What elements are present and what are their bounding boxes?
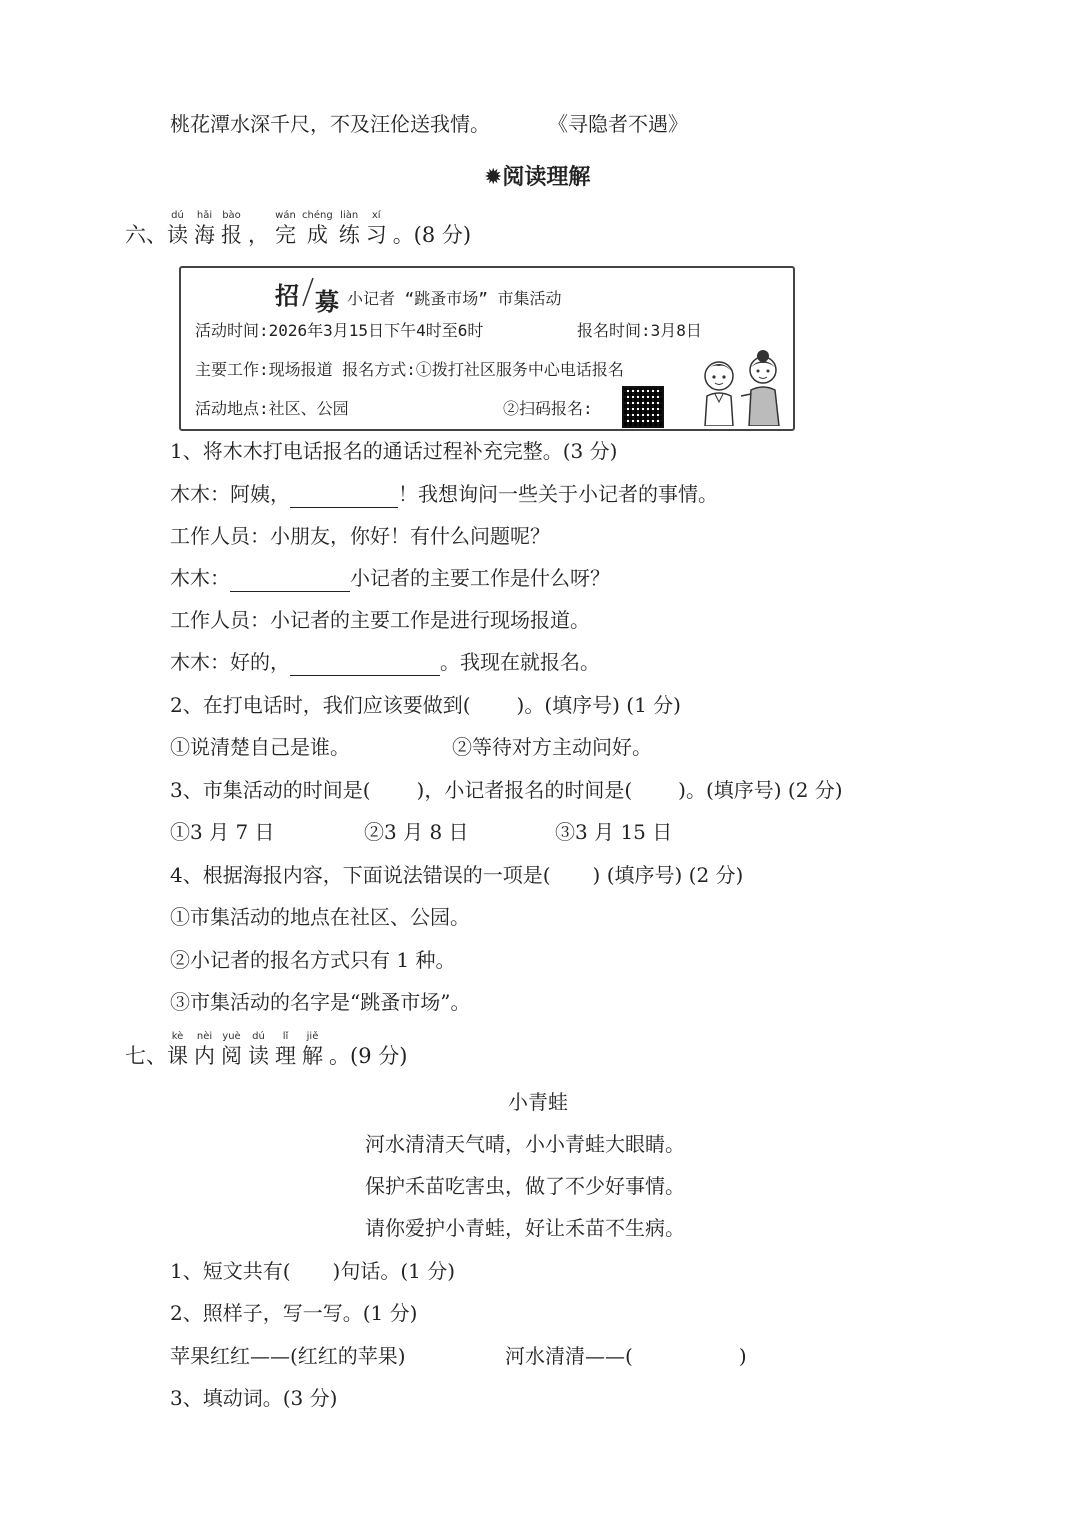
poem-line-2: 保护禾苗吃害虫，做了不少好事情。: [365, 1174, 685, 1198]
pinyin: liàn: [340, 210, 359, 221]
pinyin: lǐ: [282, 1031, 289, 1042]
q7-1-text-a: 1、短文共有(: [170, 1259, 291, 1283]
section6-ruby-char: [248, 210, 269, 248]
hanzi: 读: [248, 1044, 269, 1068]
hanzi: ，: [248, 223, 269, 247]
poster-scan-signup: ②扫码报名:: [503, 399, 593, 418]
recruitment-poster: [179, 266, 795, 431]
section-6-ruby-group: [167, 210, 393, 248]
dialogue-3-start: 木木：: [170, 566, 230, 590]
section-7-number: 七、: [125, 1044, 167, 1068]
answer-blank-2[interactable]: [230, 569, 350, 592]
dialogue-5-end: 。我现在就报名。: [440, 650, 600, 674]
hanzi: 理: [275, 1044, 296, 1068]
answer-blank-3[interactable]: [290, 653, 440, 676]
section6-ruby-char: [167, 210, 188, 248]
q7-1-prompt: [170, 1257, 455, 1285]
pinyin: xí: [371, 210, 381, 221]
pinyin: dú: [171, 210, 184, 221]
pinyin: nèi: [196, 1031, 213, 1042]
q6-2-option-1: ①说清楚自己是谁。: [170, 735, 350, 759]
pinyin: hǎi: [196, 210, 213, 221]
q6-4-text-a: 4、根据海报内容，下面说法错误的一项是(: [170, 863, 551, 887]
pinyin: chéng: [302, 210, 333, 221]
q7-2-example: 苹果红红——(红红的苹果): [170, 1344, 406, 1368]
hanzi: 报: [221, 223, 242, 247]
q7-2-exercise-close: ): [738, 1344, 747, 1368]
section7-ruby-char: [194, 1031, 215, 1069]
answer-blank-1[interactable]: [290, 485, 398, 508]
poster-activity-time: 活动时间:2026年3月15日下午4时至6时: [195, 321, 484, 340]
q6-3-text-b: )，小记者报名的时间是(: [416, 778, 633, 802]
q6-2-text-a: 2、在打电话时，我们应该要做到(: [170, 693, 471, 717]
section6-ruby-char: [366, 210, 387, 248]
hanzi: 习: [365, 223, 387, 247]
poem-line-3: 请你爱护小青蛙，好让禾苗不生病。: [365, 1216, 685, 1240]
dialogue-line-1: [170, 480, 718, 508]
poem-title: 《寻隐者不遇》: [548, 112, 688, 136]
hanzi: 成: [306, 223, 328, 247]
section7-ruby-char: [221, 1031, 242, 1069]
poster-title: 小记者 “跳蚤市场” 市集活动: [347, 289, 562, 308]
qr-code-icon: [622, 386, 664, 428]
hanzi: 练: [338, 223, 360, 247]
q7-2-exercise: [505, 1342, 747, 1370]
poster-slash-decoration: [301, 276, 315, 308]
pinyin: kè: [171, 1031, 184, 1042]
section7-ruby-char: [302, 1031, 323, 1069]
section-6-title: [125, 210, 477, 248]
pinyin: dú: [252, 1031, 265, 1042]
poster-char-zhao: 招: [275, 282, 299, 310]
section6-ruby-char: [275, 210, 296, 248]
q6-2-option-2: ②等待对方主动问好。: [452, 735, 652, 759]
poem-line-peach-blossom: [170, 110, 490, 138]
hanzi: 阅: [221, 1044, 242, 1068]
poster-location: 活动地点:社区、公园: [195, 399, 349, 418]
pinyin: bào: [222, 210, 241, 221]
poster-signup-time: 报名时间:3月8日: [577, 321, 702, 340]
poster-char-mu: 募: [315, 288, 339, 316]
dialogue-line-4: 工作人员：小记者的主要工作是进行现场报道。: [170, 608, 590, 632]
q7-2-prompt: 2、照样子，写一写。(1 分): [170, 1301, 418, 1325]
poem-title-xunyinzhe: [548, 110, 688, 138]
section6-ruby-char: [302, 210, 333, 248]
hanzi: 完: [275, 223, 296, 247]
pinyin: [257, 210, 260, 222]
q6-3-option-1: ①3 月 7 日: [170, 820, 275, 844]
hanzi: 课: [167, 1044, 188, 1068]
q6-3-option-3: ③3 月 15 日: [555, 820, 673, 844]
q7-1-text-b: )句话。(1 分): [332, 1259, 456, 1283]
section-7-score: 。(9 分): [329, 1044, 408, 1068]
q6-3-text-a: 3、市集活动的时间是(: [170, 778, 371, 802]
section-6-score: 。(8 分): [392, 223, 472, 247]
q6-3-prompt: [170, 776, 843, 804]
section-7-ruby-group: [167, 1031, 329, 1069]
section6-ruby-char: [339, 210, 360, 248]
dialogue-1-end: ！我想询问一些关于小记者的事情。: [398, 482, 718, 506]
hanzi: 读: [167, 223, 188, 247]
section7-ruby-char: [248, 1031, 269, 1069]
section7-ruby-char: [275, 1031, 296, 1069]
q6-4-option-3: ③市集活动的名字是“跳蚤市场”。: [170, 990, 471, 1014]
q6-4-text-b: ) (填序号) (2 分): [592, 863, 744, 887]
q6-2-text-b: )。(填序号) (1 分): [516, 693, 681, 717]
section6-ruby-char: [194, 210, 215, 248]
dialogue-1-start: 木木：阿姨，: [170, 482, 290, 506]
poem-title-frog: 小青蛙: [508, 1090, 568, 1114]
dialogue-3-end: 小记者的主要工作是什么呀？: [350, 566, 610, 590]
hanzi: 海: [194, 223, 215, 247]
children-illustration-icon: [691, 350, 789, 426]
dialogue-line-5: [170, 648, 600, 676]
section-6-number: 六、: [125, 223, 167, 247]
poem-line-1: 河水清清天气晴，小小青蛙大眼睛。: [365, 1132, 685, 1156]
pinyin: jiě: [306, 1031, 319, 1042]
q6-1-prompt: 1、将木木打电话报名的通话过程补充完整。(3 分): [170, 439, 618, 463]
section7-ruby-char: [167, 1031, 188, 1069]
dialogue-line-2: 工作人员：小朋友，你好！有什么问题呢？: [170, 524, 550, 548]
hanzi: 解: [302, 1044, 323, 1068]
q6-4-option-2: ②小记者的报名方式只有 1 种。: [170, 948, 456, 972]
poem-quote: 桃花潭水深千尺，不及汪伦送我情。: [170, 112, 490, 136]
dialogue-line-3: [170, 564, 610, 592]
section-7-title: [125, 1031, 413, 1069]
pinyin: wán: [275, 210, 296, 221]
q6-3-option-2: ②3 月 8 日: [364, 820, 469, 844]
q6-4-prompt: [170, 861, 743, 889]
section6-ruby-char: [221, 210, 242, 248]
q6-2-prompt: [170, 691, 681, 719]
q7-2-exercise-text: 河水清清——(: [505, 1344, 633, 1368]
q6-4-option-1: ①市集活动的地点在社区、公园。: [170, 905, 470, 929]
q6-3-text-c: )。(填序号) (2 分): [678, 778, 843, 802]
q7-3-prompt: 3、填动词。(3 分): [170, 1386, 338, 1410]
pinyin: yuè: [222, 1031, 241, 1042]
poster-work-and-signup: 主要工作:现场报道 报名方式:①拨打社区服务中心电话报名: [195, 360, 624, 379]
dialogue-5-start: 木木：好的，: [170, 650, 290, 674]
reading-comprehension-heading: ✹阅读理解: [484, 165, 591, 190]
hanzi: 内: [194, 1044, 215, 1068]
